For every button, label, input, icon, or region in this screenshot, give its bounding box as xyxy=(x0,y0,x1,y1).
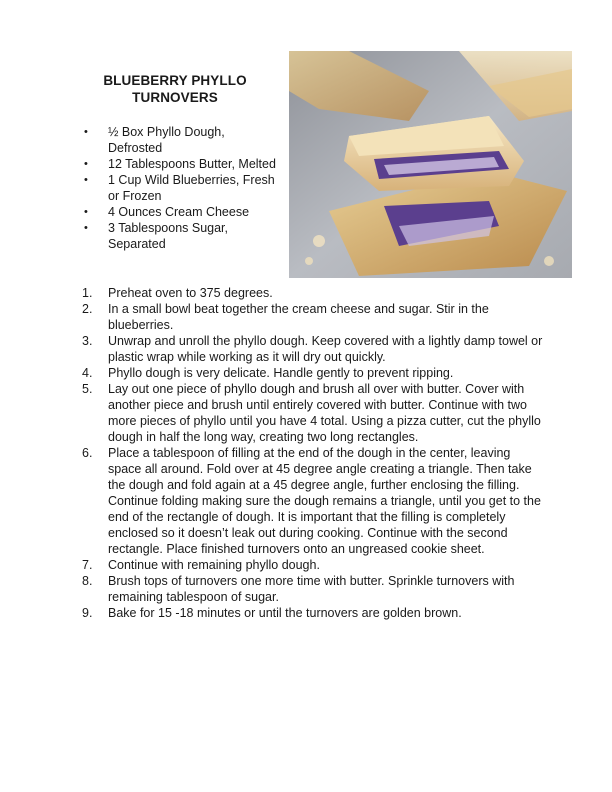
step-number: 7. xyxy=(82,558,93,572)
ingredient-text: 1 Cup Wild Blueberries, Fresh or Frozen xyxy=(108,173,275,203)
bullet-icon: • xyxy=(84,174,88,186)
ingredient-item xyxy=(82,220,282,252)
instruction-step xyxy=(82,557,546,573)
step-number: 3. xyxy=(82,334,93,348)
instruction-step xyxy=(82,605,546,621)
ingredient-text: 3 Tablespoons Sugar, Separated xyxy=(108,221,229,251)
instructions-list xyxy=(82,285,546,621)
turnovers-photo xyxy=(289,51,572,278)
ingredient-item xyxy=(82,204,282,220)
recipe-title: BLUEBERRY PHYLLO TURNOVERS xyxy=(103,73,247,105)
step-text: Continue with remaining phyllo dough. xyxy=(108,558,320,572)
step-text: Bake for 15 -18 minutes or until the turnovers are golden brown. xyxy=(108,606,462,620)
ingredients-list xyxy=(82,124,282,252)
step-text: Brush tops of turnovers one more time with butter. Sprinkle turnovers with remaining tablespoon of sugar. xyxy=(108,574,515,604)
instruction-step xyxy=(82,301,546,333)
pastry-flake xyxy=(313,235,325,247)
bullet-icon: • xyxy=(84,126,88,138)
step-text: Phyllo dough is very delicate. Handle gently to prevent ripping. xyxy=(108,366,454,380)
ingredient-item xyxy=(82,172,282,204)
ingredient-item xyxy=(82,156,282,172)
step-text: Place a tablespoon of filling at the end of the dough in the center, leaving space all around. Fold over at 45 degree angle creating a triangle. Then take the dough and fold again at a 45 degree angle, further enclosing the filling. Continue folding making sure the dough remains a triangle, until you get to the end of the rectangle of dough. It is important that the filling is completely enclosed so it doesn’t leak out during cooking. Continue with the second rectangle. Place finished turnovers onto an ungreased cookie sheet. xyxy=(108,446,541,556)
bullet-icon: • xyxy=(84,222,88,234)
step-number: 9. xyxy=(82,606,93,620)
instruction-step xyxy=(82,573,546,605)
step-number: 4. xyxy=(82,366,93,380)
step-text: Unwrap and unroll the phyllo dough. Keep covered with a lightly damp towel or plastic wrap while working as it will dry out quickly. xyxy=(108,334,543,364)
instruction-step xyxy=(82,333,546,365)
instruction-step xyxy=(82,445,546,557)
step-number: 8. xyxy=(82,574,93,588)
bullet-icon: • xyxy=(84,206,88,218)
instruction-step xyxy=(82,381,546,445)
pastry-flake xyxy=(544,256,554,266)
step-text: Lay out one piece of phyllo dough and brush all over with butter. Cover with another piece and brush until entirely covered with butter. Continue with two more pieces of phyllo until you have 4 total. Using a pizza cutter, cut the phyllo dough in half the long way, creating two long rectangles. xyxy=(108,382,541,444)
step-number: 1. xyxy=(82,286,93,300)
ingredient-text: 12 Tablespoons Butter, Melted xyxy=(108,157,276,171)
ingredient-item xyxy=(82,124,282,156)
step-text: In a small bowl beat together the cream cheese and sugar. Stir in the blueberries. xyxy=(108,302,489,332)
step-number: 6. xyxy=(82,446,93,460)
bullet-icon: • xyxy=(84,158,88,170)
ingredient-text: ½ Box Phyllo Dough, Defrosted xyxy=(108,125,225,155)
instruction-step xyxy=(82,365,546,381)
step-number: 2. xyxy=(82,302,93,316)
ingredient-text: 4 Ounces Cream Cheese xyxy=(108,205,250,219)
step-text: Preheat oven to 375 degrees. xyxy=(108,286,273,300)
instruction-step xyxy=(82,285,546,301)
step-number: 5. xyxy=(82,382,93,396)
pastry-flake xyxy=(305,257,313,265)
